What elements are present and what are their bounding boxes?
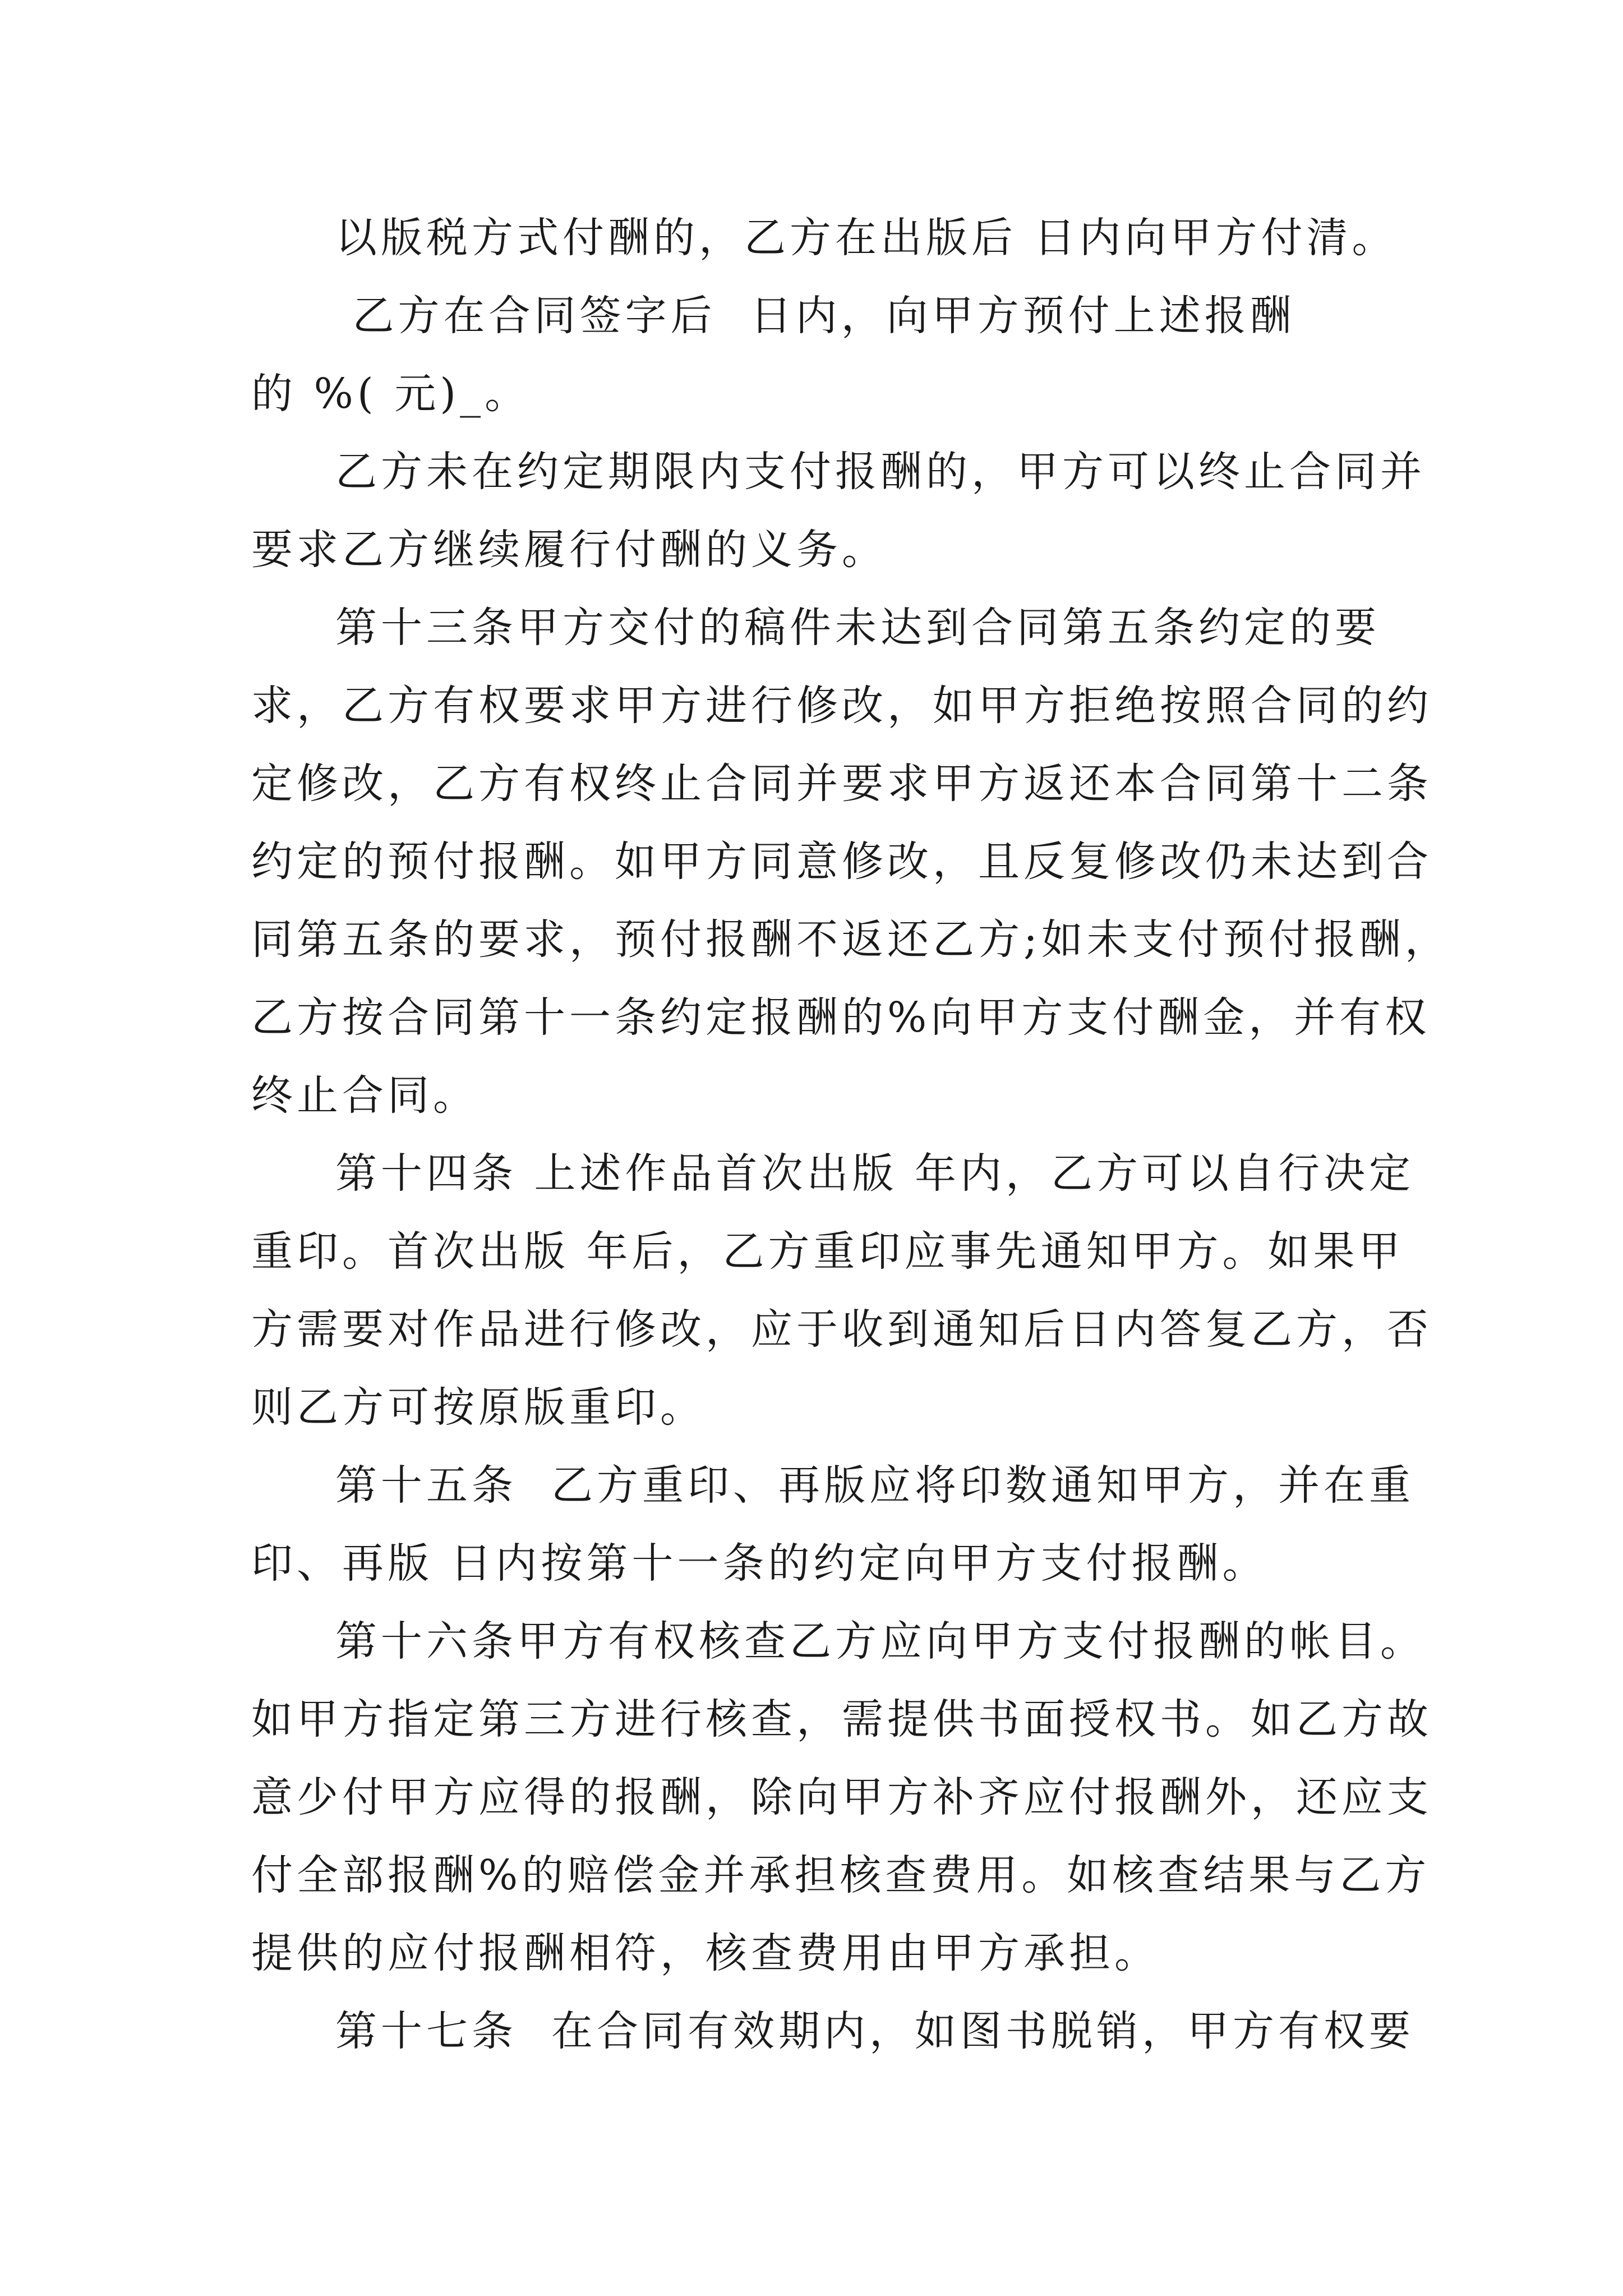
text-line: 的 %( 元)_。	[251, 370, 531, 418]
text-line: 则乙方可按原版重印。	[251, 1383, 706, 1432]
text-line: 乙方未在约定期限内支付报酬的，甲方可以终止合同并	[335, 448, 1426, 496]
text-line: 印、再版 日内按第十一条的约定向甲方支付报酬。	[251, 1539, 1268, 1588]
text-line: 第十四条 上述作品首次出版 年内，乙方可以自行决定	[335, 1149, 1415, 1198]
text-line: 以版税方式付酬的，乙方在出版后 日内向甲方付清。	[335, 214, 1398, 262]
text-line: 要求乙方继续履行付酬的义务。	[251, 526, 887, 574]
text-line: 付全部报酬%的赔偿金并承担核查费用。如核查结果与乙方	[251, 1851, 1431, 1899]
text-line: 第十三条甲方交付的稿件未达到合同第五条约定的要	[335, 604, 1380, 652]
text-line: 第十五条 乙方重印、再版应将印数通知甲方，并在重	[335, 1461, 1415, 1510]
text-line: 意少付甲方应得的报酬，除向甲方补齐应付报酬外，还应支	[251, 1773, 1432, 1821]
text-line: 终止合同。	[251, 1071, 478, 1120]
text-line: 乙方在合同签字后 日内，向甲方预付上述报酬	[335, 292, 1295, 340]
text-line: 提供的应付报酬相符，核查费用由甲方承担。	[251, 1929, 1160, 1977]
text-line: 约定的预付报酬。如甲方同意修改，且反复修改仍未达到合	[251, 838, 1432, 886]
text-line: 第十六条甲方有权核查乙方应向甲方支付报酬的帐目。	[335, 1617, 1426, 1665]
text-line: 同第五条的要求，预付报酬不返还乙方;如未支付预付报酬，	[251, 915, 1450, 964]
text-line: 定修改，乙方有权终止合同并要求甲方返还本合同第十二条	[251, 760, 1432, 808]
text-line: 第十七条 在合同有效期内，如图书脱销，甲方有权要	[335, 2007, 1415, 2055]
text-line: 如甲方指定第三方进行核查，需提供书面授权书。如乙方故	[251, 1695, 1432, 1743]
text-line: 重印。首次出版 年后，乙方重印应事先通知甲方。如果甲	[251, 1227, 1404, 1276]
text-line: 方需要对作品进行修改，应于收到通知后日内答复乙方，否	[251, 1305, 1432, 1354]
text-line: 乙方按合同第十一条约定报酬的%向甲方支付酬金，并有权	[251, 993, 1431, 1042]
text-line: 求，乙方有权要求甲方进行修改，如甲方拒绝按照合同的约	[251, 682, 1432, 730]
contract-body	[251, 199, 1450, 2070]
